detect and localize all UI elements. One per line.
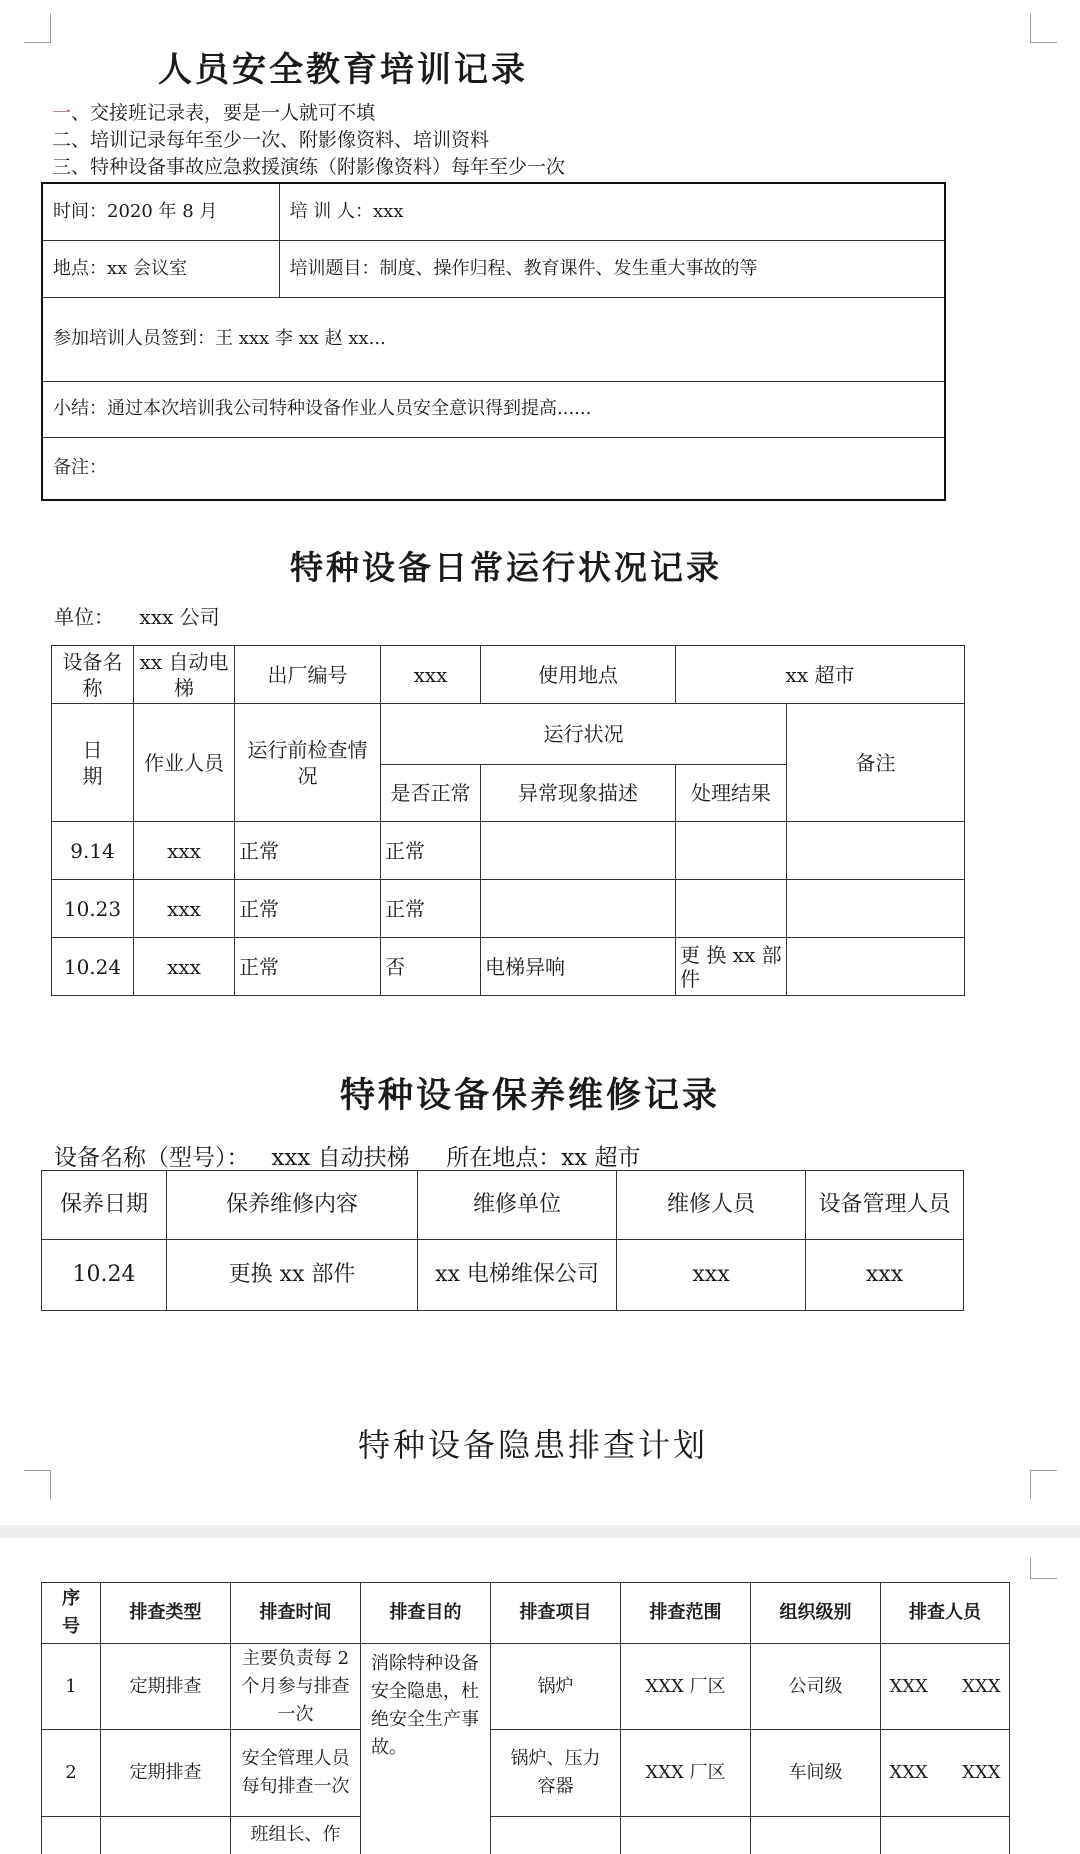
crop-mark-bottom-left — [24, 1470, 51, 1499]
equipment-name: xx 自动电梯 — [134, 646, 235, 704]
table-row — [42, 1644, 1010, 1730]
row-content: 更换 xx 部件 — [167, 1240, 418, 1311]
row-precheck: 正常 — [235, 938, 381, 996]
row-time: 班组长、作 — [231, 1817, 361, 1854]
header-device-manager: 设备管理人员 — [806, 1171, 964, 1240]
header-maintain-content: 保养维修内容 — [167, 1171, 418, 1240]
unit-line: 单位： xxx 公司 — [54, 605, 220, 629]
row-precheck: 正常 — [235, 880, 381, 938]
training-remark: 备注： — [42, 437, 945, 500]
row-operator: xxx — [134, 822, 235, 880]
row-desc — [481, 822, 676, 880]
row-result — [676, 880, 787, 938]
attendee-signin: 参加培训人员签到：王 xxx 李 xx 赵 xx... — [42, 297, 945, 381]
row-no: 1 — [42, 1644, 101, 1730]
device-info-line: 设备名称（型号）： xxx 自动扶梯 所在地点：xx 超市 — [54, 1145, 641, 1171]
header-maintain-date: 保养日期 — [42, 1171, 167, 1240]
row-remark — [787, 880, 965, 938]
crop-mark-top-left — [24, 14, 51, 43]
page-gap — [0, 1525, 1080, 1538]
row-type — [101, 1817, 231, 1854]
training-record-title: 人员安全教育培训记录 — [158, 50, 528, 90]
row-staff: XXX XXX — [881, 1644, 1010, 1730]
row-precheck: 正常 — [235, 822, 381, 880]
header-operator: 作业人员 — [134, 704, 235, 822]
trainer: 培 训 人：xxx — [279, 183, 945, 240]
row-unit: xx 电梯维保公司 — [418, 1240, 617, 1311]
row-result: 更 换 xx 部件 — [676, 938, 787, 996]
header-remark: 备注 — [787, 704, 965, 822]
header-maintain-staff: 维修人员 — [617, 1171, 806, 1240]
training-summary: 小结：通过本次培训我公司特种设备作业人员安全意识得到提高...... — [42, 381, 945, 437]
row-time: 主要负责每 2 个月参与排查一次 — [231, 1644, 361, 1730]
row-level — [751, 1817, 881, 1854]
row-remark — [787, 822, 965, 880]
training-record-table — [41, 182, 946, 501]
header-maintain-unit: 维修单位 — [418, 1171, 617, 1240]
note-line-1: 一、交接班记录表，要是一人就可不填 — [52, 102, 376, 124]
table-row — [52, 880, 965, 938]
table-row — [52, 938, 965, 996]
row-no — [42, 1817, 101, 1854]
row-remark — [787, 938, 965, 996]
factory-no-label: 出厂编号 — [235, 646, 381, 704]
row-scope — [621, 1817, 751, 1854]
row-time: 安全管理人员每旬排查一次 — [231, 1730, 361, 1817]
row-normal: 正常 — [381, 822, 481, 880]
row-level: 车间级 — [751, 1730, 881, 1817]
header-precheck: 运行前检查情况 — [235, 704, 381, 822]
header-status: 运行状况 — [381, 704, 787, 765]
factory-no: xxx — [381, 646, 481, 704]
table-row — [52, 822, 965, 880]
row-type: 定期排查 — [101, 1644, 231, 1730]
row-date: 10.24 — [42, 1240, 167, 1311]
table-row — [42, 1730, 1010, 1817]
row-normal: 正常 — [381, 880, 481, 938]
training-place: 地点：xx 会议室 — [42, 240, 279, 297]
row-desc: 电梯异响 — [481, 938, 676, 996]
hazard-plan-title: 特种设备隐患排查计划 — [358, 1426, 709, 1464]
header-abnormal-desc: 异常现象描述 — [481, 765, 676, 822]
hazard-plan-table — [41, 1582, 1010, 1854]
row-scope: XXX 厂区 — [621, 1644, 751, 1730]
header-scope: 排查范围 — [621, 1583, 751, 1644]
crop-mark-bottom-right — [1030, 1470, 1057, 1499]
row-staff: XXX XXX — [881, 1730, 1010, 1817]
maintenance-record-table — [41, 1170, 964, 1311]
row-level: 公司级 — [751, 1644, 881, 1730]
use-place-label: 使用地点 — [481, 646, 676, 704]
document-page-2 — [0, 1538, 1080, 1854]
header-no: 序号 — [42, 1583, 101, 1644]
training-topic: 培训题目：制度、操作归程、教育课件、发生重大事故的等 — [279, 240, 945, 297]
row-operator: xxx — [134, 938, 235, 996]
equipment-name-label: 设备名称 — [52, 646, 134, 704]
row-result — [676, 822, 787, 880]
header-level: 组织级别 — [751, 1583, 881, 1644]
row-date: 9.14 — [52, 822, 134, 880]
crop-mark-top-right — [1030, 14, 1057, 43]
note-line-3: 三、特种设备事故应急救援演练（附影像资料）每年至少一次 — [52, 156, 566, 178]
table-row — [42, 1240, 964, 1311]
daily-operation-table — [51, 645, 965, 996]
header-item: 排查项目 — [491, 1583, 621, 1644]
row-date: 10.24 — [52, 938, 134, 996]
table-row — [42, 1817, 1010, 1854]
row-purpose: 消除特种设备安全隐患，杜绝安全生产事故。 — [361, 1644, 491, 1854]
row-desc — [481, 880, 676, 938]
header-staff: 排查人员 — [881, 1583, 1010, 1644]
row-item — [491, 1817, 621, 1854]
row-operator: xxx — [134, 880, 235, 938]
row-date: 10.23 — [52, 880, 134, 938]
use-place: xx 超市 — [676, 646, 965, 704]
header-purpose: 排查目的 — [361, 1583, 491, 1644]
row-item: 锅炉 — [491, 1644, 621, 1730]
header-is-normal: 是否正常 — [381, 765, 481, 822]
crop-mark-top-right — [1030, 1558, 1057, 1579]
header-date: 日期 — [52, 704, 134, 822]
header-result: 处理结果 — [676, 765, 787, 822]
training-time: 时间：2020 年 8 月 — [42, 183, 279, 240]
row-normal: 否 — [381, 938, 481, 996]
row-item: 锅炉、压力容器 — [491, 1730, 621, 1817]
maintenance-record-title: 特种设备保养维修记录 — [340, 1075, 721, 1116]
header-time: 排查时间 — [231, 1583, 361, 1644]
row-staff — [881, 1817, 1010, 1854]
daily-operation-title: 特种设备日常运行状况记录 — [290, 548, 722, 587]
row-manager: xxx — [806, 1240, 964, 1311]
row-type: 定期排查 — [101, 1730, 231, 1817]
note-line-2: 二、培训记录每年至少一次、附影像资料、培训资料 — [52, 129, 490, 151]
row-staff: xxx — [617, 1240, 806, 1311]
row-scope: XXX 厂区 — [621, 1730, 751, 1817]
row-no: 2 — [42, 1730, 101, 1817]
header-type: 排查类型 — [101, 1583, 231, 1644]
